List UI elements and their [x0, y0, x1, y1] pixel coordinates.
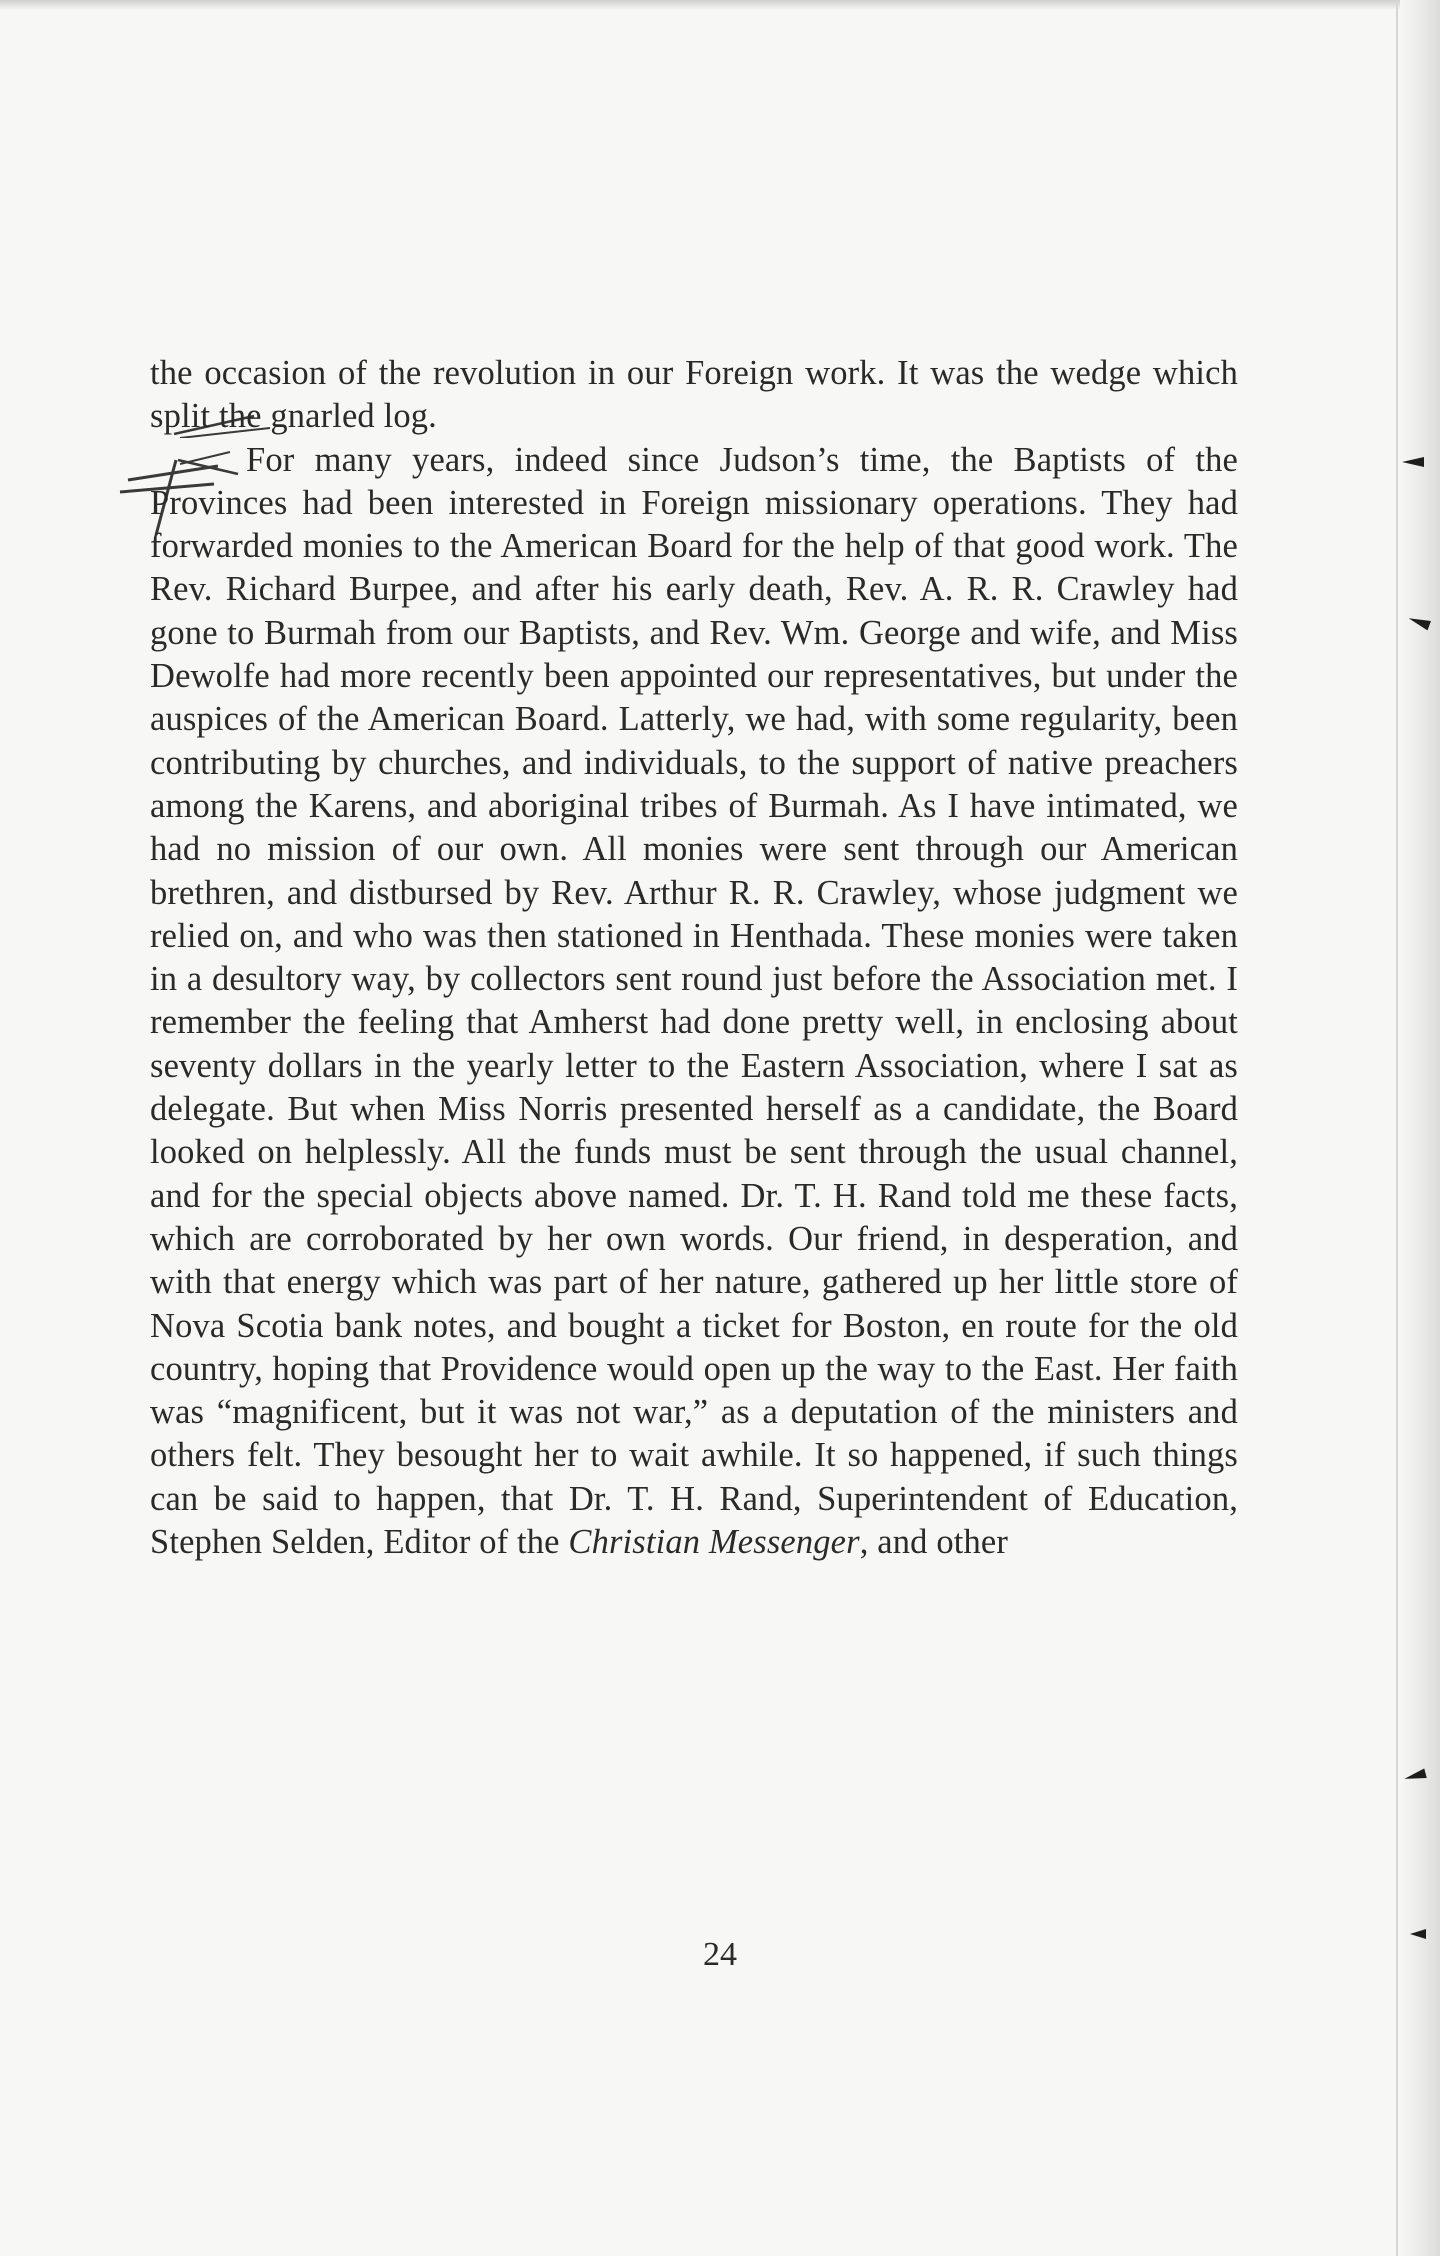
page-top-edge: [0, 0, 1440, 10]
page-right-edge: [1400, 0, 1440, 2256]
italic-title: Christian Messenger: [568, 1523, 860, 1562]
page-number: 24: [703, 1936, 737, 1973]
paragraph-text: For many years, indeed since Judson’s time, the Baptists of the Provinces had been interested in Foreign missionary operations. They had forwarded monies to the American Board for the help of that good work. The Rev. Richard Burpee, and after his early death, Rev. A. R. R. Crawley had gone to Burmah from our Baptists, and Rev. Wm. George and wife, and Miss Dewolfe had more recently been appointed our representatives, but under the auspices of the American Board. Latterly, we had, with some regularity, been contributing by churches, and individuals, to the support of native preachers among the Karens, and aboriginal tribes of Burmah. As I have intimated, we had no mission of our own. All monies were sent through our American brethren, and distbursed by Rev. Arthur R. R. Crawley, whose judgment we relied on, and who was then stationed in Henthada. These monies were taken in a desultory way, by collectors sent round just before the Association met. I remember the feeling that Amherst had done pretty well, in enclosing about seventy dollars in the yearly letter to the Eastern Association, where I sat as delegate. But when Miss Norris presented herself as a candidate, the Board looked on helplessly. All the funds must be sent through the usual channel, and for the special objects above named. Dr. T. H. Rand told me these facts, which are corroborated by her own words. Our friend, in desperation, and with that energy which was part of her nature, gathered up her little store of Nova Scotia bank notes, and bought a ticket for Boston, en route for the old country, hoping that Providence would open up the way to the East. Her faith was “magnificent, but it was not war,” as a deputation of the ministers and others felt. They besought her to wait awhile. It so happened, if such things can be said to happen, that Dr. T. H. Rand, Superintendent of Education, Stephen Selden, Editor of the: [150, 440, 1238, 1562]
paragraph-text: the occasion of the revolution in our Foreign work. It was the wedge which split the gnarled log.: [150, 354, 1238, 436]
page-fold-line: [1396, 0, 1398, 2256]
body-text: [150, 352, 1238, 1564]
paragraph-2: [150, 439, 1238, 1565]
paragraph-tail: , and other: [859, 1523, 1008, 1562]
paragraph-1: [150, 352, 1238, 439]
